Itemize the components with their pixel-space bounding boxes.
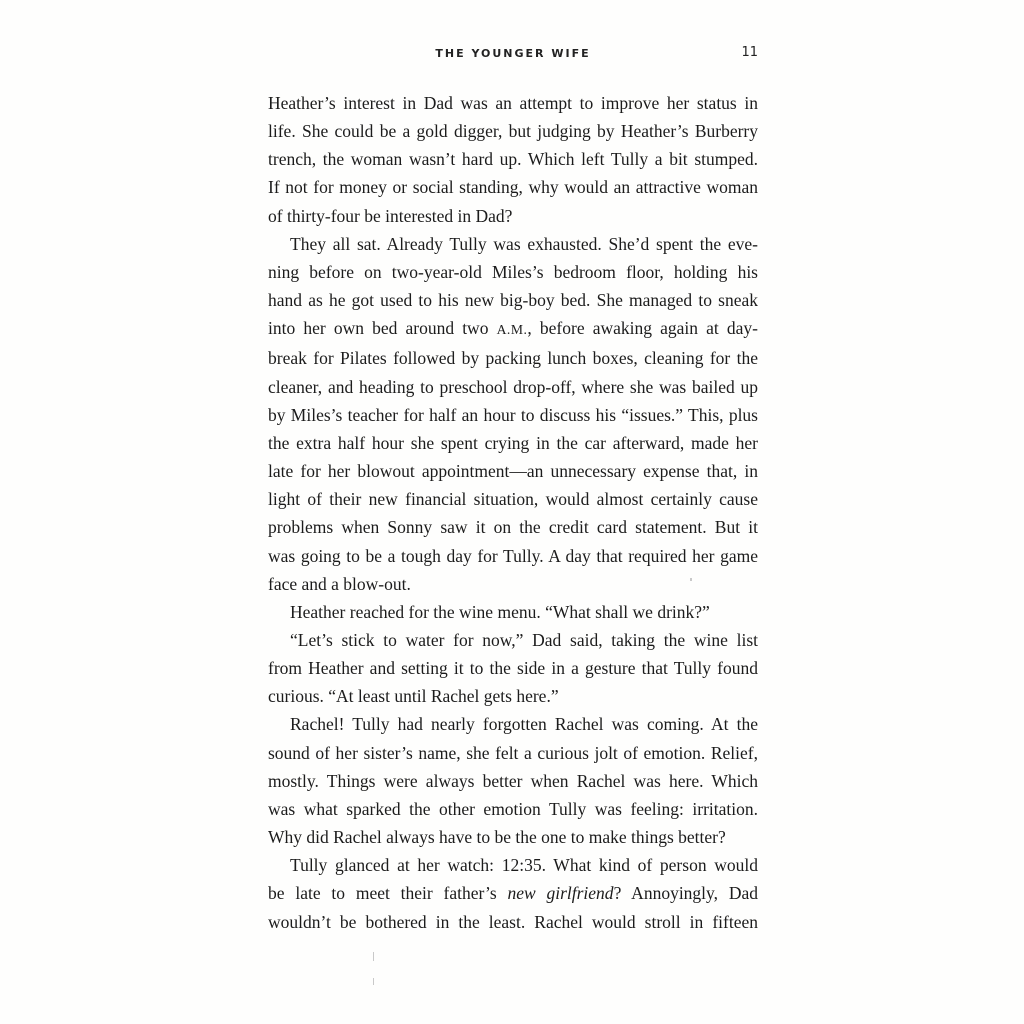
text-line: Heather reached for the wine menu. “What shall we drink?” — [290, 601, 710, 622]
text-line: the extra half hour she spent crying in the car afterward, made her — [268, 432, 758, 453]
text-line: by Miles’s teacher for half an hour to discuss his “issues.” This, plus — [268, 404, 758, 425]
text-line: curious. “At least until Rachel gets here.” — [268, 686, 559, 707]
text-line: If not for money or social standing, why would an attractive woman — [268, 177, 758, 198]
paragraph — [268, 710, 758, 851]
scan-mark — [373, 952, 374, 961]
text-line: ning before on two-year-old Miles’s bedroom floor, holding his — [268, 261, 758, 282]
text-line: light of their new financial situation, would almost certainly cause — [268, 489, 758, 510]
text-line: be late to meet their father’s new girlfriend? Annoyingly, Dad — [268, 883, 758, 904]
paragraph — [268, 626, 758, 710]
text-line: “Let’s stick to water for now,” Dad said, taking the wine list — [290, 629, 758, 650]
text-line: Heather’s interest in Dad was an attempt to improve her status in — [268, 93, 758, 113]
text-line: late for her blowout appointment—an unnecessary expense that, in — [268, 461, 758, 482]
text-line: Rachel! Tully had nearly forgotten Rachel was coming. At the — [290, 714, 758, 735]
text-line: from Heather and setting it to the side in a gesture that Tully found — [268, 658, 758, 679]
text-line: of thirty-four be interested in Dad? — [268, 205, 513, 226]
paragraph — [268, 89, 758, 230]
text-line: was what sparked the other emotion Tully was feeling: irritation. — [268, 798, 758, 819]
text-line: They all sat. Already Tully was exhausted. She’d spent the eve- — [290, 233, 758, 254]
scan-mark — [373, 978, 374, 985]
page-number: 11 — [741, 45, 758, 60]
text-line: cleaner, and heading to preschool drop-off, where she was bailed up — [268, 376, 758, 397]
text-line: Why did Rachel always have to be the one to make things better? — [268, 827, 726, 848]
text-line: into her own bed around two A.M., before awaking again at day- — [268, 318, 758, 339]
text-line: sound of her sister’s name, she felt a curious jolt of emotion. Relief, — [268, 742, 758, 763]
text-line: was going to be a tough day for Tully. A day that required her game — [268, 545, 758, 566]
text-line: face and a blow-out. — [268, 573, 411, 594]
text-line: hand as he got used to his new big-boy bed. She managed to sneak — [268, 290, 758, 311]
paragraph — [268, 598, 758, 626]
text-line: mostly. Things were always better when Rachel was here. Which — [268, 770, 758, 791]
text-line: wouldn’t be bothered in the least. Rachel would stroll in fifteen — [268, 911, 758, 932]
paragraph — [268, 851, 758, 935]
text-line: Tully glanced at her watch: 12:35. What kind of person would — [290, 855, 758, 876]
text-line: trench, the woman wasn’t hard up. Which left Tully a bit stumped. — [268, 149, 758, 170]
running-head — [268, 45, 758, 65]
body-text — [268, 89, 758, 936]
running-title: THE YOUNGER WIFE — [435, 47, 591, 60]
scan-mark — [690, 578, 692, 581]
paragraph — [268, 230, 758, 598]
text-line: problems when Sonny saw it on the credit card statement. But it — [268, 517, 758, 538]
text-line: break for Pilates followed by packing lunch boxes, cleaning for the — [268, 348, 758, 369]
text-line: life. She could be a gold digger, but judging by Heather’s Burberry — [268, 121, 758, 142]
